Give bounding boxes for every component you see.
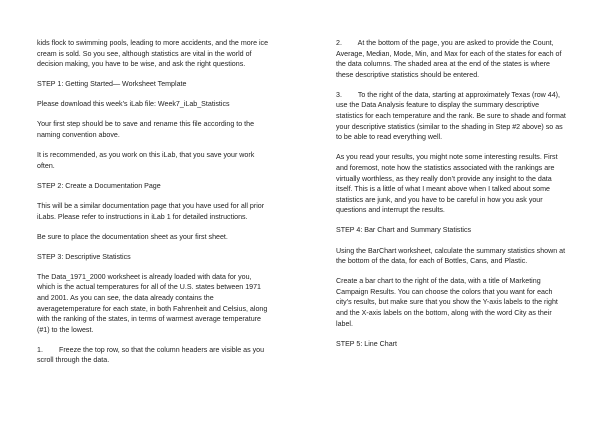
item-text: Freeze the top row, so that the column headers are visible as you scroll through the data. xyxy=(37,345,265,365)
paragraph: Create a bar chart to the right of the data, with a title of Marketing Campaign Results. You can choose the colors that you want for each city’s results, but make sure that you show the Y-axis labels to the right and the X-axis labels on the bottom, along with the word City as their label. xyxy=(336,277,558,328)
step5-heading: STEP 5: Line Chart xyxy=(336,339,397,348)
paragraph: The Data_1971_2000 worksheet is already loaded with data for you, which is the actual temperatures for all of the U.S. states between 1971 and 2001. As you can see, the data already contains the averagetemperature for each state, in both Fahrenheit and Celsius, along with the ranking of the states, in terms of warmest average temperature (#1) to the lowest. xyxy=(37,272,268,334)
right-column xyxy=(336,38,568,359)
item-number: 1. xyxy=(37,345,43,354)
paragraph: Please download this week’s iLab file: Week7_iLab_Statistics xyxy=(37,100,230,109)
item-number: 3. xyxy=(336,90,342,99)
paragraph: Using the BarChart worksheet, calculate the summary statistics shown at the bottom of the data, for each of Bottles, Cans, and Plastic. xyxy=(336,246,566,266)
item-text: To the right of the data, starting at approximately Texas (row 44), use the Data Analysis feature to display the summary descriptive statistics for each temperature and the rank. Be sure to shade and format your descriptive statistics (similar to the shading in Step #2 above) so as to be able to read everything well. xyxy=(336,90,566,142)
paragraph: It is recommended, as you work on this iLab, that you save your work often. xyxy=(37,151,255,170)
paragraph: Your first step should be to save and rename this file according to the naming convention above. xyxy=(37,120,255,140)
paragraph: As you read your results, you might note some interesting results. First and foremost, note how the statistics associated with the rankings are virtually worthless, as they really don’t provide any insight to the data itself. This is a little of what I meant above when I talked about some statistics are junk, and you have to be careful in how you ask your questions and interrupt the results. xyxy=(336,153,558,215)
step4-heading: STEP 4: Bar Chart and Summary Statistics xyxy=(336,226,472,235)
paragraph: This will be a similar documentation page that you have used for all prior iLabs. Please refer to instructions in iLab 1 for detailed instructions. xyxy=(37,201,265,221)
numbered-item xyxy=(336,38,568,80)
numbered-item xyxy=(336,90,568,143)
left-column xyxy=(37,38,269,376)
item-text: At the bottom of the page, you are asked to provide the Count, Average, Median, Mode, Min, and Max for each of the states for each of the data columns. The shaded area at the end of the states is where these descriptive statistics should be entered. xyxy=(336,39,562,79)
step1-heading: STEP 1: Getting Started— Worksheet Template xyxy=(37,80,187,89)
numbered-item xyxy=(37,345,269,366)
step2-heading: STEP 2: Create a Documentation Page xyxy=(37,181,161,190)
paragraph: kids flock to swimming pools, leading to more accidents, and the more ice cream is sold. So you see, although statistics are vital in the world of decision making, you have to be wise, and ask the right questions. xyxy=(37,39,269,69)
step3-heading: STEP 3: Descriptive Statistics xyxy=(37,252,131,261)
item-number: 2. xyxy=(336,39,342,47)
paragraph: Be sure to place the documentation sheet as your first sheet. xyxy=(37,232,228,241)
